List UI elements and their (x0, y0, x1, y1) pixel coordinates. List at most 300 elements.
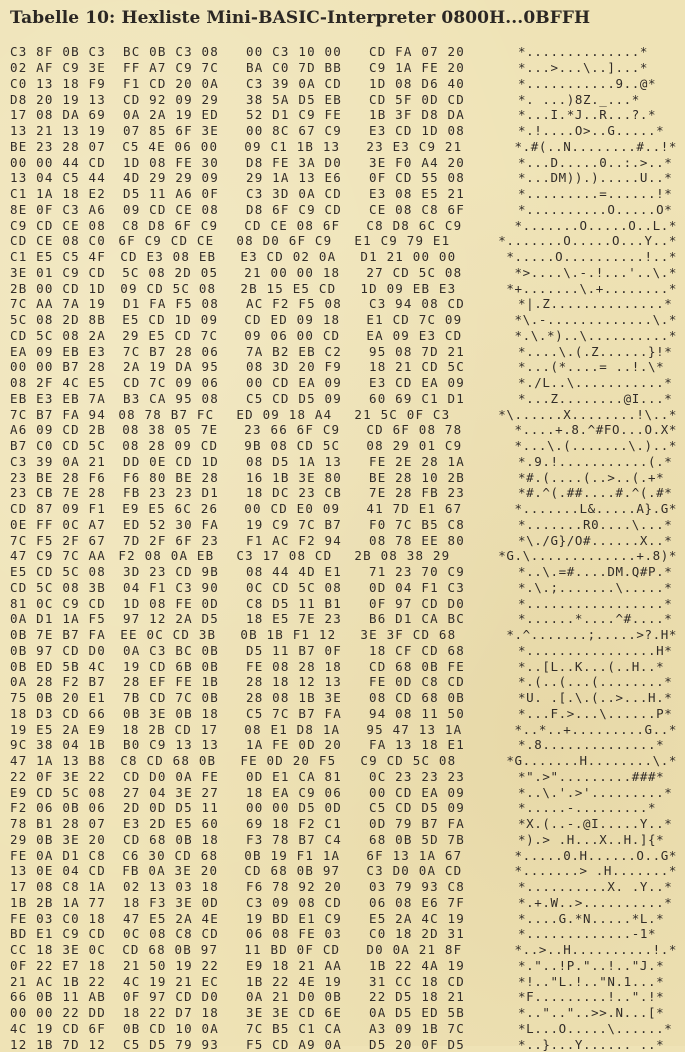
hex-group: C0 18 2D 31 (369, 926, 465, 942)
hex-group: FB 0A 3E 20 (122, 863, 219, 879)
ascii-column: *U. .[.\.(..>...H.* (518, 690, 673, 706)
hex-group: 18 D3 CD 66 (10, 705, 106, 721)
hex-group: 0B 7E B7 FA (10, 627, 106, 643)
hex-group: 00 C3 10 00 (246, 44, 342, 60)
hex-row (10, 359, 677, 375)
hex-group: 4C 19 CD 6F (10, 1020, 106, 1036)
hex-group: 0A D5 ED 5B (369, 1005, 465, 1021)
hex-group: 0B 1B F1 12 (240, 627, 337, 643)
hex-group: 08 CD 68 0B (369, 690, 465, 706)
hex-group: CD CE 08 C0 (10, 233, 106, 249)
hex-group: B6 D1 CA BC (369, 611, 465, 627)
hex-group: 66 0B 11 AB (10, 989, 106, 1005)
hex-group: 6F C9 CD CE (118, 233, 215, 249)
hex-row (10, 422, 677, 438)
hex-group: F3 78 B7 C4 (246, 831, 342, 847)
hex-group: E3 2D E5 60 (123, 816, 219, 832)
hex-row (10, 910, 677, 926)
hex-group: 08 E1 D8 1A (244, 721, 341, 737)
hex-group: 1D 08 FE 0D (123, 595, 219, 611)
hex-group: 7C B7 28 06 (123, 343, 219, 359)
hex-row (10, 217, 677, 233)
hex-group: 08 3D 20 F9 (246, 359, 342, 375)
hex-group: E9 CD 5C 08 (10, 784, 106, 800)
ascii-column: *.....0.H......O..G* (514, 847, 677, 863)
hex-group: F2 06 0B 06 (10, 800, 106, 816)
hex-group: 23 66 6F C9 (244, 422, 341, 438)
hex-group: D8 20 19 13 (10, 91, 106, 107)
ascii-column: *..............* (518, 44, 649, 60)
hex-group: C9 CD 5C 08 (360, 753, 457, 769)
hex-group: 16 1B 3E 80 (246, 469, 342, 485)
hex-row (10, 973, 677, 989)
hex-row (10, 706, 677, 722)
hex-group: 0D 04 F1 C3 (369, 579, 465, 595)
hex-group: 0D 79 B7 FA (369, 816, 465, 832)
hex-group: C1 E5 C5 4F (10, 249, 106, 265)
ascii-column: *X.(..-.@I.....Y..* (518, 816, 673, 832)
hex-row (10, 1036, 677, 1052)
hex-group: FE 0A D1 C8 (10, 847, 106, 863)
hex-group: 11 BD 0F CD (244, 942, 341, 958)
hex-group: 13 21 13 19 (10, 123, 106, 139)
hex-row (10, 800, 677, 816)
hex-group: 9B 08 CD 5C (244, 438, 341, 454)
hex-group: 68 0B 5D 7B (369, 831, 465, 847)
hex-group: 0B CD 10 0A (123, 1020, 219, 1036)
hex-group: B0 C9 13 13 (123, 737, 219, 753)
hex-row (10, 107, 677, 123)
hex-row (10, 721, 677, 737)
ascii-column: *.....-.........* (518, 800, 657, 816)
hex-group: AC F2 F5 08 (246, 296, 342, 312)
hex-group: 31 CC 18 CD (369, 973, 465, 989)
hex-row (10, 501, 677, 517)
hex-group: 13 04 C5 44 (10, 170, 106, 186)
ascii-column: *.\.;.......\.....* (518, 579, 673, 595)
ascii-column: *.(..(...(........* (518, 674, 673, 690)
hex-group: 3E 01 C9 CD (10, 264, 106, 280)
hex-row (10, 438, 677, 454)
hex-group: 2A 19 DA 95 (123, 359, 219, 375)
hex-group: 08 2F 4C E5 (10, 375, 106, 391)
hex-group: 07 85 6F 3E (123, 123, 219, 139)
hex-row (10, 895, 677, 911)
hex-group: 17 08 C8 1A (10, 879, 106, 895)
hex-row (10, 517, 677, 533)
ascii-column: *.......O.....O...Y..* (498, 233, 677, 249)
hex-group: BE 28 10 2B (369, 469, 465, 485)
hex-row (10, 926, 677, 942)
hex-row (10, 391, 677, 407)
hex-group: 28 08 1B 3E (246, 690, 342, 706)
hex-group: E3 CD EA 09 (369, 375, 465, 391)
hex-group: 0B 97 CD D0 (10, 642, 106, 658)
ascii-column: *...\.(.......\.)..* (514, 438, 677, 454)
ascii-column: *".>".........###* (518, 768, 665, 784)
hex-group: 0A 21 D0 0B (246, 989, 342, 1005)
hex-group: EE 0C CD 3B (120, 627, 217, 643)
hex-group: 27 04 3E 27 (123, 784, 219, 800)
hex-group: FE 2E 28 1A (369, 453, 465, 469)
hex-row (10, 958, 677, 974)
ascii-column: *....\.(.Z......}!* (518, 343, 673, 359)
hex-group: C3 17 08 CD (236, 548, 333, 564)
hex-group: 08 D5 1A 13 (246, 453, 342, 469)
hex-group: E3 08 E5 21 (369, 186, 465, 202)
hex-group: CD 68 0B 18 (123, 831, 219, 847)
hex-group: 28 EF FE 1B (123, 674, 219, 690)
hex-row (10, 485, 677, 501)
hex-group: D0 0A 21 8F (366, 942, 463, 958)
hex-row (10, 816, 677, 832)
hex-group: FB 23 23 D1 (123, 485, 219, 501)
hex-group: CD 5C 08 2A (10, 327, 106, 343)
hex-group: C5 CD D5 09 (246, 390, 342, 406)
hex-group: 47 1A 13 B8 (10, 753, 106, 769)
hex-group: 1D 08 FE 30 (123, 154, 219, 170)
hex-group: D8 6F C9 CD (246, 201, 342, 217)
ascii-column: *.9.!...........(.* (518, 453, 673, 469)
hex-group: C8 CD 68 0B (120, 753, 217, 769)
ascii-column: *..........O.....O* (518, 201, 673, 217)
hex-group: CD ED 09 18 (244, 312, 341, 328)
hex-group: 2B 15 E5 CD (240, 280, 337, 296)
hex-row (10, 296, 677, 312)
hex-group: 04 F1 C3 90 (123, 579, 219, 595)
hex-group: FA 13 18 E1 (369, 737, 465, 753)
hex-group: A3 09 1B 7C (369, 1020, 465, 1036)
ascii-column: *G.......H........\.* (506, 753, 677, 769)
hex-group: 52 D1 C9 FE (246, 107, 342, 123)
hex-group: 1B 2B 1A 77 (10, 894, 106, 910)
hex-group: EA 09 E3 CD (366, 327, 463, 343)
hex-group: E5 CD 5C 08 (10, 564, 106, 580)
hex-row (10, 674, 677, 690)
hex-group: 1B 22 4A 19 (369, 957, 465, 973)
hex-group: 08 44 4D E1 (246, 564, 342, 580)
ascii-column: *...D.....0..:.>..* (518, 154, 673, 170)
ascii-column: *.+.W..>..........* (518, 894, 673, 910)
ascii-column: *..[L..K...(..H..* (518, 658, 665, 674)
hex-group: 5C 08 2D 8B (10, 312, 106, 328)
hex-group: CD FA 07 20 (369, 44, 465, 60)
ascii-column: *!.."L.!.."N.1...* (518, 973, 665, 989)
hex-group: E1 CD 7C 09 (366, 312, 463, 328)
hex-group: 7C AA 7A 19 (10, 296, 106, 312)
hex-row (10, 627, 677, 643)
hex-group: 08 38 05 7E (122, 422, 219, 438)
hex-group: 3E F0 A4 20 (369, 154, 465, 170)
ascii-column: *\.-.............\.* (514, 312, 677, 328)
hex-group: E9 E5 6C 26 (122, 501, 219, 517)
hex-group: 71 23 70 C9 (369, 564, 465, 580)
hex-group: 21 5C 0F C3 (354, 406, 451, 422)
hex-group: FE 0D C8 CD (369, 674, 465, 690)
hex-group: C5 D5 79 93 (123, 1036, 219, 1052)
hex-group: D5 20 0F D5 (369, 1036, 465, 1052)
hex-group: F2 08 0A EB (118, 548, 215, 564)
hex-group: 4C 19 21 EC (123, 973, 219, 989)
hex-group: E9 18 21 AA (246, 957, 342, 973)
hex-row (10, 863, 677, 879)
hex-row (10, 139, 677, 155)
hex-group: 22 D5 18 21 (369, 989, 465, 1005)
ascii-column: *...I.*J..R...?.* (518, 107, 657, 123)
hex-group: C5 4E 06 00 (122, 138, 219, 154)
hex-row (10, 406, 677, 422)
hex-group: D1 21 00 00 (360, 249, 457, 265)
hex-group: 09 06 00 CD (244, 327, 341, 343)
hex-row (10, 832, 677, 848)
hex-group: 19 CD 6B 0B (123, 658, 219, 674)
hex-group: C9 1A FE 20 (369, 60, 465, 76)
hex-group: 19 BD E1 C9 (246, 910, 342, 926)
hex-group: 21 AC 1B 22 (10, 973, 106, 989)
hex-row (10, 60, 677, 76)
hex-group: FE 0D 20 F5 (240, 753, 337, 769)
hex-group: ED 09 18 A4 (236, 406, 333, 422)
hex-group: 81 0C C9 CD (10, 595, 106, 611)
hex-group: CD 5F 0D CD (369, 91, 465, 107)
ascii-column: *....G.*N.....*L.* (518, 910, 665, 926)
ascii-column: *#.(....(..>..(.+* (518, 469, 665, 485)
hex-row (10, 989, 677, 1005)
hex-group: 18 DC 23 CB (246, 485, 342, 501)
hex-row (10, 154, 677, 170)
hex-group: 08 29 01 C9 (366, 438, 463, 454)
hex-group: 97 12 2A D5 (123, 611, 219, 627)
hex-group: E3 CD 02 0A (240, 249, 337, 265)
hex-group: D1 FA F5 08 (123, 296, 219, 312)
hex-group: 3D 23 CD 9B (123, 564, 219, 580)
hex-group: FE 03 C0 18 (10, 910, 106, 926)
hex-group: 23 E3 C9 21 (366, 138, 463, 154)
hex-group: C3 94 08 CD (369, 296, 465, 312)
hex-row (10, 611, 677, 627)
hex-row (10, 328, 677, 344)
hex-row (10, 532, 677, 548)
hex-group: FE 08 28 18 (246, 658, 342, 674)
hex-group: EA 09 EB E3 (10, 343, 106, 359)
hex-group: 7C B7 FA 94 (10, 406, 106, 422)
hex-group: 60 69 C1 D1 (369, 390, 465, 406)
hex-group: C3 39 0A CD (246, 75, 342, 91)
hex-group: BE 23 28 07 (10, 138, 106, 154)
hex-group: 22 0F 3E 22 (10, 768, 106, 784)
hex-row (10, 643, 677, 659)
ascii-column: *.........=......!* (518, 186, 673, 202)
hex-group: 12 1B 7D 12 (10, 1036, 106, 1052)
hex-group: E1 C9 79 E1 (354, 233, 451, 249)
hex-group: 47 C9 7C AA (10, 548, 106, 564)
hex-row (10, 170, 677, 186)
hex-group: 06 08 E6 7F (369, 894, 465, 910)
hex-group: 7B CD 7C 0B (123, 690, 219, 706)
hex-group: 18 E5 7E 23 (246, 611, 342, 627)
ascii-column: *\./G}/O#......X..* (518, 532, 673, 548)
hex-row (10, 658, 677, 674)
hex-group: CD 92 09 29 (123, 91, 219, 107)
hex-group: CD D0 0A FE (123, 768, 219, 784)
hex-group: 08 D0 6F C9 (236, 233, 333, 249)
hex-group: FF A7 C9 7C (123, 60, 219, 76)
hex-group: 00 00 44 CD (10, 154, 106, 170)
hex-group: 7A B2 EB C2 (246, 343, 342, 359)
hex-group: 08 78 B7 FC (118, 406, 215, 422)
hex-group: F0 7C B5 C8 (369, 516, 465, 532)
hex-row (10, 879, 677, 895)
hex-group: 95 08 7D 21 (369, 343, 465, 359)
hex-group: D8 FE 3A D0 (246, 154, 342, 170)
hex-group: 2D 0D D5 11 (123, 800, 219, 816)
ascii-column: *...Z........@I...* (518, 390, 673, 406)
hex-group: 29 0B 3E 20 (10, 831, 106, 847)
ascii-column: *.#(..N........#..!* (514, 138, 677, 154)
hex-row (10, 595, 677, 611)
hex-group: BA C0 7D BB (246, 60, 342, 76)
hex-group: 1B 3F D8 DA (369, 107, 465, 123)
hex-group: 29 E5 CD 7C (122, 327, 219, 343)
hex-row (10, 847, 677, 863)
hex-group: A6 09 CD 2B (10, 422, 106, 438)
hex-row (10, 76, 677, 92)
ascii-column: *\......X........!\..* (498, 406, 677, 422)
hex-group: C1 1A 18 E2 (10, 186, 106, 202)
hex-group: D5 11 B7 0F (246, 642, 342, 658)
hex-group: C9 CD CE 08 (10, 217, 106, 233)
ascii-column: *................H* (518, 642, 673, 658)
ascii-column: *."..!P."..!.."J.* (518, 957, 665, 973)
hex-group: B3 CA 95 08 (123, 390, 219, 406)
hex-group: 0F 22 E7 18 (10, 957, 106, 973)
ascii-column: *..........X. .Y..* (518, 879, 673, 895)
ascii-column: *....+.8.^#FO...O.X* (514, 422, 677, 438)
hex-group: 18 EA C9 06 (246, 784, 342, 800)
hex-group: CD 5C 08 3B (10, 579, 106, 595)
hex-group: 09 C1 1B 13 (244, 138, 341, 154)
ascii-column: *...........9..@* (518, 75, 657, 91)
hex-group: 19 E5 2A E9 (10, 721, 106, 737)
hex-listing (10, 44, 677, 1052)
hex-group: 00 00 B7 28 (10, 359, 106, 375)
hex-group: 18 CF CD 68 (369, 642, 465, 658)
hex-group: 7C F5 2F 67 (10, 532, 106, 548)
hex-group: 17 08 DA 69 (10, 107, 106, 123)
hex-group: 95 47 13 1A (366, 721, 463, 737)
hex-row (10, 233, 677, 249)
hex-group: 2B 00 CD 1D (10, 280, 106, 296)
ascii-column: *>....\.-.!...'..\.* (514, 264, 677, 280)
hex-group: 09 CD 5C 08 (120, 280, 217, 296)
hex-group: 28 18 12 13 (246, 674, 342, 690)
hex-group: 0B 3E 0B 18 (123, 705, 219, 721)
hex-group: 19 C9 7C B7 (246, 516, 342, 532)
hex-group: 09 CD CE 08 (123, 201, 219, 217)
ascii-column: *#.^(.##....#.^(.#* (518, 485, 673, 501)
hex-group: 7C B5 C1 CA (246, 1020, 342, 1036)
hex-group: 0F 97 CD D0 (123, 989, 219, 1005)
hex-group: 29 1A 13 E6 (246, 170, 342, 186)
hex-group: 08 78 EE 80 (369, 532, 465, 548)
hex-group: F1 CD 20 0A (123, 75, 219, 91)
hex-row (10, 769, 677, 785)
hex-row (10, 580, 677, 596)
hex-row (10, 123, 677, 139)
ascii-column: *..}...Y...... ..* (518, 1036, 665, 1052)
hex-group: 21 50 19 22 (123, 957, 219, 973)
hex-group: 9C 38 04 1B (10, 737, 106, 753)
ascii-column: *...DM)).).....U..* (518, 170, 673, 186)
hex-group: 0C CD 5C 08 (246, 579, 342, 595)
ascii-column: *.................* (518, 595, 673, 611)
hex-group: 0B 19 F1 1A (244, 847, 341, 863)
hex-group: 75 0B 20 E1 (10, 690, 106, 706)
hex-group: 1D 09 EB E3 (360, 280, 457, 296)
ascii-column: *).> .H...X..H.]{* (518, 831, 665, 847)
hex-group: 0E FF 0C A7 (10, 516, 106, 532)
hex-row (10, 454, 677, 470)
hex-group: CC 18 3E 0C (10, 942, 106, 958)
ascii-column: *G.\.............+.8)* (498, 548, 677, 564)
hex-group: F1 AC F2 94 (246, 532, 342, 548)
hex-group: B7 C0 CD 5C (10, 438, 106, 454)
hex-row (10, 375, 677, 391)
hex-group: CD 68 0B FE (369, 658, 465, 674)
hex-group: CD E3 08 EB (120, 249, 217, 265)
hex-group: 00 CD EA 09 (246, 375, 342, 391)
hex-group: 2B 08 38 29 (354, 548, 451, 564)
ascii-column: *F.........!..".!* (518, 989, 665, 1005)
hex-group: E3 CD 1D 08 (369, 123, 465, 139)
hex-group: 13 0E 04 CD (10, 863, 106, 879)
hex-group: 27 CD 5C 08 (366, 264, 463, 280)
hex-group: 3E 3E CD 6E (246, 1005, 342, 1021)
hex-group: 1D 08 D6 40 (369, 75, 465, 91)
hex-group: 06 08 FE 03 (246, 926, 342, 942)
hex-group: CD 87 09 F1 (10, 501, 106, 517)
ascii-column: *..*..+.........G..* (514, 721, 677, 737)
hex-group: 8E 0F C3 A6 (10, 201, 106, 217)
hex-row (10, 202, 677, 218)
ascii-column: *L...O.....\......* (518, 1020, 673, 1036)
ascii-column: *...>...\..]...* (518, 60, 649, 76)
ascii-column: *..>..H..........!.* (514, 942, 677, 958)
hex-row (10, 564, 677, 580)
hex-group: 0A 28 F2 B7 (10, 674, 106, 690)
hex-group: CD 68 0B 97 (244, 863, 341, 879)
hex-group: 4D 29 29 09 (123, 170, 219, 186)
ascii-column: *.!....O>..G.....* (518, 123, 665, 139)
hex-group: C6 30 CD 68 (122, 847, 219, 863)
hex-group: 00 00 D5 0D (246, 800, 342, 816)
hex-group: 7D 2F 6F 23 (123, 532, 219, 548)
ascii-column: *.......O.....O..L.* (514, 217, 677, 233)
hex-group: 0A C3 BC 0B (123, 642, 219, 658)
hex-group: 21 00 00 18 (244, 264, 341, 280)
ascii-column: *.....O..........!..* (506, 249, 677, 265)
hex-group: 69 18 F2 C1 (246, 816, 342, 832)
hex-group: 78 B1 28 07 (10, 816, 106, 832)
ascii-column: *...(*....= ..!.\* (518, 359, 665, 375)
hex-group: C5 7C B7 FA (246, 705, 342, 721)
hex-group: 18 21 CD 5C (369, 359, 465, 375)
hex-group: 00 00 22 DD (10, 1005, 106, 1021)
hex-group: 0B ED 5B 4C (10, 658, 106, 674)
hex-group: 38 5A D5 EB (246, 91, 342, 107)
hex-row (10, 343, 677, 359)
hex-group: 1A FE 0D 20 (246, 737, 342, 753)
